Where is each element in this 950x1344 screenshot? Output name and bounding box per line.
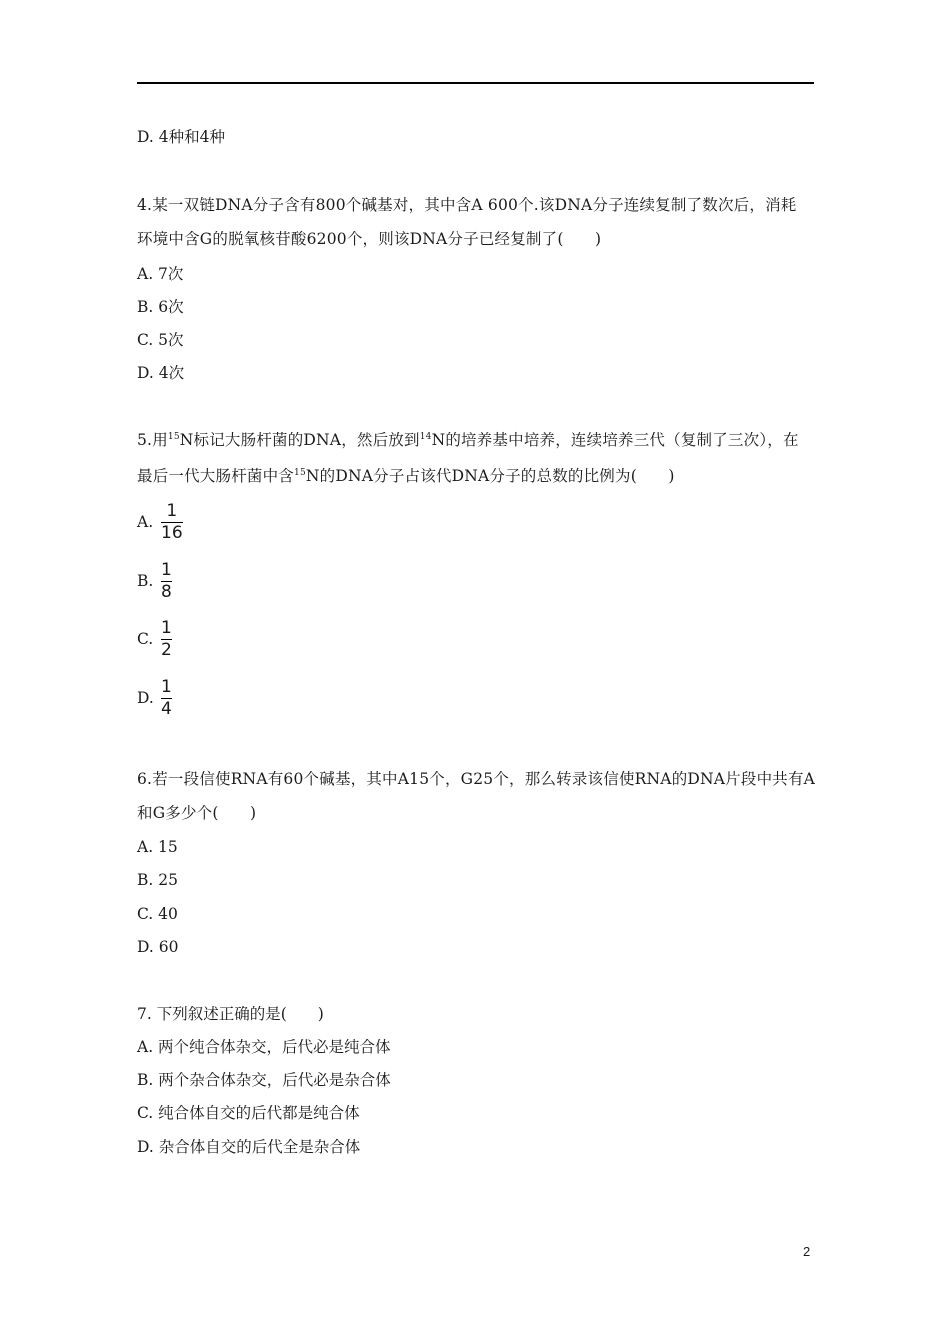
q5-option-a: A. $\frac{1}{16}$ [137,500,183,543]
q4-stem-line2: 环境中含G的脱氧核苷酸6200个，则该DNA分子已经复制了( ) [137,230,602,248]
q7-stem: 7. 下列叙述正确的是( ) [137,1005,324,1023]
q4-option-a: A. 7次 [137,265,184,283]
q6-stem-line2: 和G多少个( ) [137,804,257,822]
fraction: $\frac{1}{8}$ [161,559,172,602]
q5-option-c: C. $\frac{1}{2}$ [137,617,172,660]
q7-option-d: D. 杂合体自交的后代全是杂合体 [137,1138,361,1156]
q5-stem-line1: 5.用$^{15}$N标记大肠杆菌的DNA，然后放到$^{14}$N的培养基中培养，连续培养三代（复制了三次），在 [137,431,799,449]
q7-option-c: C. 纯合体自交的后代都是纯合体 [137,1104,360,1122]
q4-option-b: B. 6次 [137,298,184,316]
header-rule [137,82,814,84]
q6-option-a: A. 15 [137,838,178,856]
q6-option-d: D. 60 [137,938,179,956]
q6-stem-line1: 6.若一段信使RNA有60个碱基，其中A15个，G25个，那么转录该信使RNA的DNA片段中共有A [137,770,816,788]
q5-stem-line2: 最后一代大肠杆菌中含$^{15}$N的DNA分子占该代DNA分子的总数的比例为( ) [137,467,675,485]
q4-stem-line1: 4.某一双链DNA分子含有800个碱基对，其中含A 600个.该DNA分子连续复制了数次后，消耗 [137,196,797,214]
prev-option-d: D. 4种和4种 [137,128,225,146]
q7-option-b: B. 两个杂合体杂交，后代必是杂合体 [137,1071,391,1089]
q6-option-c: C. 40 [137,905,178,923]
q5-option-b: B. $\frac{1}{8}$ [137,559,172,602]
q4-option-c: C. 5次 [137,331,184,349]
q4-option-d: D. 4次 [137,364,185,382]
q5-option-d: D. $\frac{1}{4}$ [137,676,172,719]
fraction: $\frac{1}{16}$ [161,500,183,543]
q7-option-a: A. 两个纯合体杂交，后代必是纯合体 [137,1038,391,1056]
fraction: $\frac{1}{2}$ [161,617,172,660]
q6-option-b: B. 25 [137,871,178,889]
fraction: $\frac{1}{4}$ [161,676,172,719]
page-number: 2 [803,1244,811,1259]
